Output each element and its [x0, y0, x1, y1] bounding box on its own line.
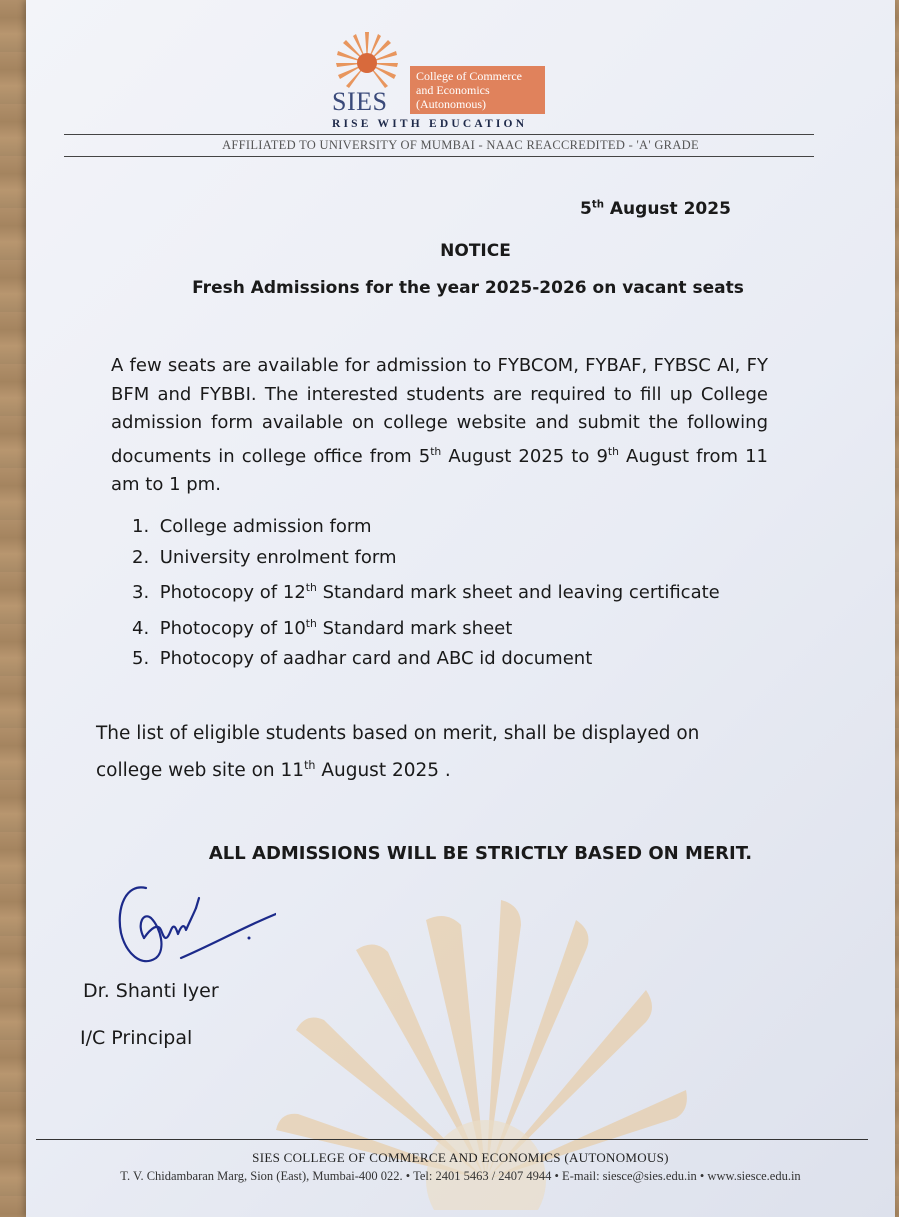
signer-name: Dr. Shanti Iyer — [83, 980, 219, 1002]
signer-designation: I/C Principal — [80, 1027, 193, 1049]
signature-icon — [106, 868, 276, 978]
date-sup: th — [591, 199, 604, 211]
list-number: 4. — [132, 617, 150, 639]
tagline: RISE WITH EDUCATION — [332, 118, 528, 130]
sies-logo-text: SIES — [332, 87, 388, 116]
list-number: 5. — [132, 648, 150, 669]
notice-heading: NOTICE — [440, 241, 511, 261]
merit-statement: ALL ADMISSIONS WILL BE STRICTLY BASED ON MERIT. — [208, 843, 753, 864]
admission-paragraph — [111, 352, 768, 500]
list-text: College admission form — [159, 516, 372, 537]
notice-paper — [26, 0, 895, 1217]
documents-list — [132, 512, 720, 675]
list-text: Photocopy of 12 — [159, 582, 306, 603]
college-name-line: College of Commerce — [416, 69, 522, 83]
list-text: Standard mark sheet and leaving certificate — [316, 582, 720, 603]
para-sup: th — [607, 444, 619, 458]
college-name-line: and Economics — [416, 83, 490, 97]
list-item — [132, 543, 720, 574]
list-number: 3. — [132, 582, 150, 603]
notice-date — [580, 199, 731, 219]
para-sup: th — [430, 444, 442, 458]
footer-college-name: SIES COLLEGE OF COMMERCE AND ECONOMICS (AUTONOMOUS) — [252, 1150, 669, 1165]
list-sup: th — [305, 581, 317, 594]
date-day: 5 — [580, 199, 592, 219]
list-item — [132, 644, 720, 675]
merit-list-paragraph — [96, 718, 756, 787]
para-text: August from 11 am to 1 pm. — [111, 445, 768, 495]
list-text: Photocopy of 10 — [159, 617, 306, 639]
date-rest: August 2025 — [603, 199, 731, 219]
para-sup: th — [304, 759, 316, 772]
list-item — [132, 573, 720, 609]
footer-address: T. V. Chidambaran Marg, Sion (East), Mumbai-400 022. • Tel: 2401 5463 / 2407 4944 • E-mail: siesce@sies.edu.in • www.siesce.edu.in — [120, 1169, 801, 1183]
para-text: The list of eligible students based on merit, shall be displayed on college web site on 11 — [96, 723, 700, 782]
list-number: 1. — [132, 516, 150, 537]
para-text: August 2025 to 9 — [441, 445, 608, 467]
affiliation-line: AFFILIATED TO UNIVERSITY OF MUMBAI - NAAC REACCREDITED - 'A' GRADE — [222, 138, 699, 152]
list-sup: th — [305, 616, 317, 630]
header-rule-top — [64, 134, 814, 135]
college-name-line: (Autonomous) — [416, 97, 486, 111]
list-item — [132, 512, 720, 543]
list-text: Standard mark sheet — [316, 617, 513, 639]
college-name-box — [410, 66, 545, 114]
para-text: August 2025 . — [315, 760, 451, 782]
para-text: A few seats are available for admission to FYBCOM, FYBAF, FYBSC AI, FY BFM and FYBBI. The interested students are required to fill up College admission form available on college website and submit the following documents in college office from 5 — [111, 355, 768, 467]
list-text: University enrolment form — [159, 546, 397, 568]
list-item — [132, 609, 720, 645]
header-rule-bottom — [64, 156, 814, 157]
list-text: Photocopy of aadhar card and ABC id document — [159, 648, 593, 669]
notice-subject: Fresh Admissions for the year 2025-2026 on vacant seats — [192, 278, 744, 298]
footer-rule — [36, 1139, 868, 1140]
list-number: 2. — [132, 546, 150, 568]
